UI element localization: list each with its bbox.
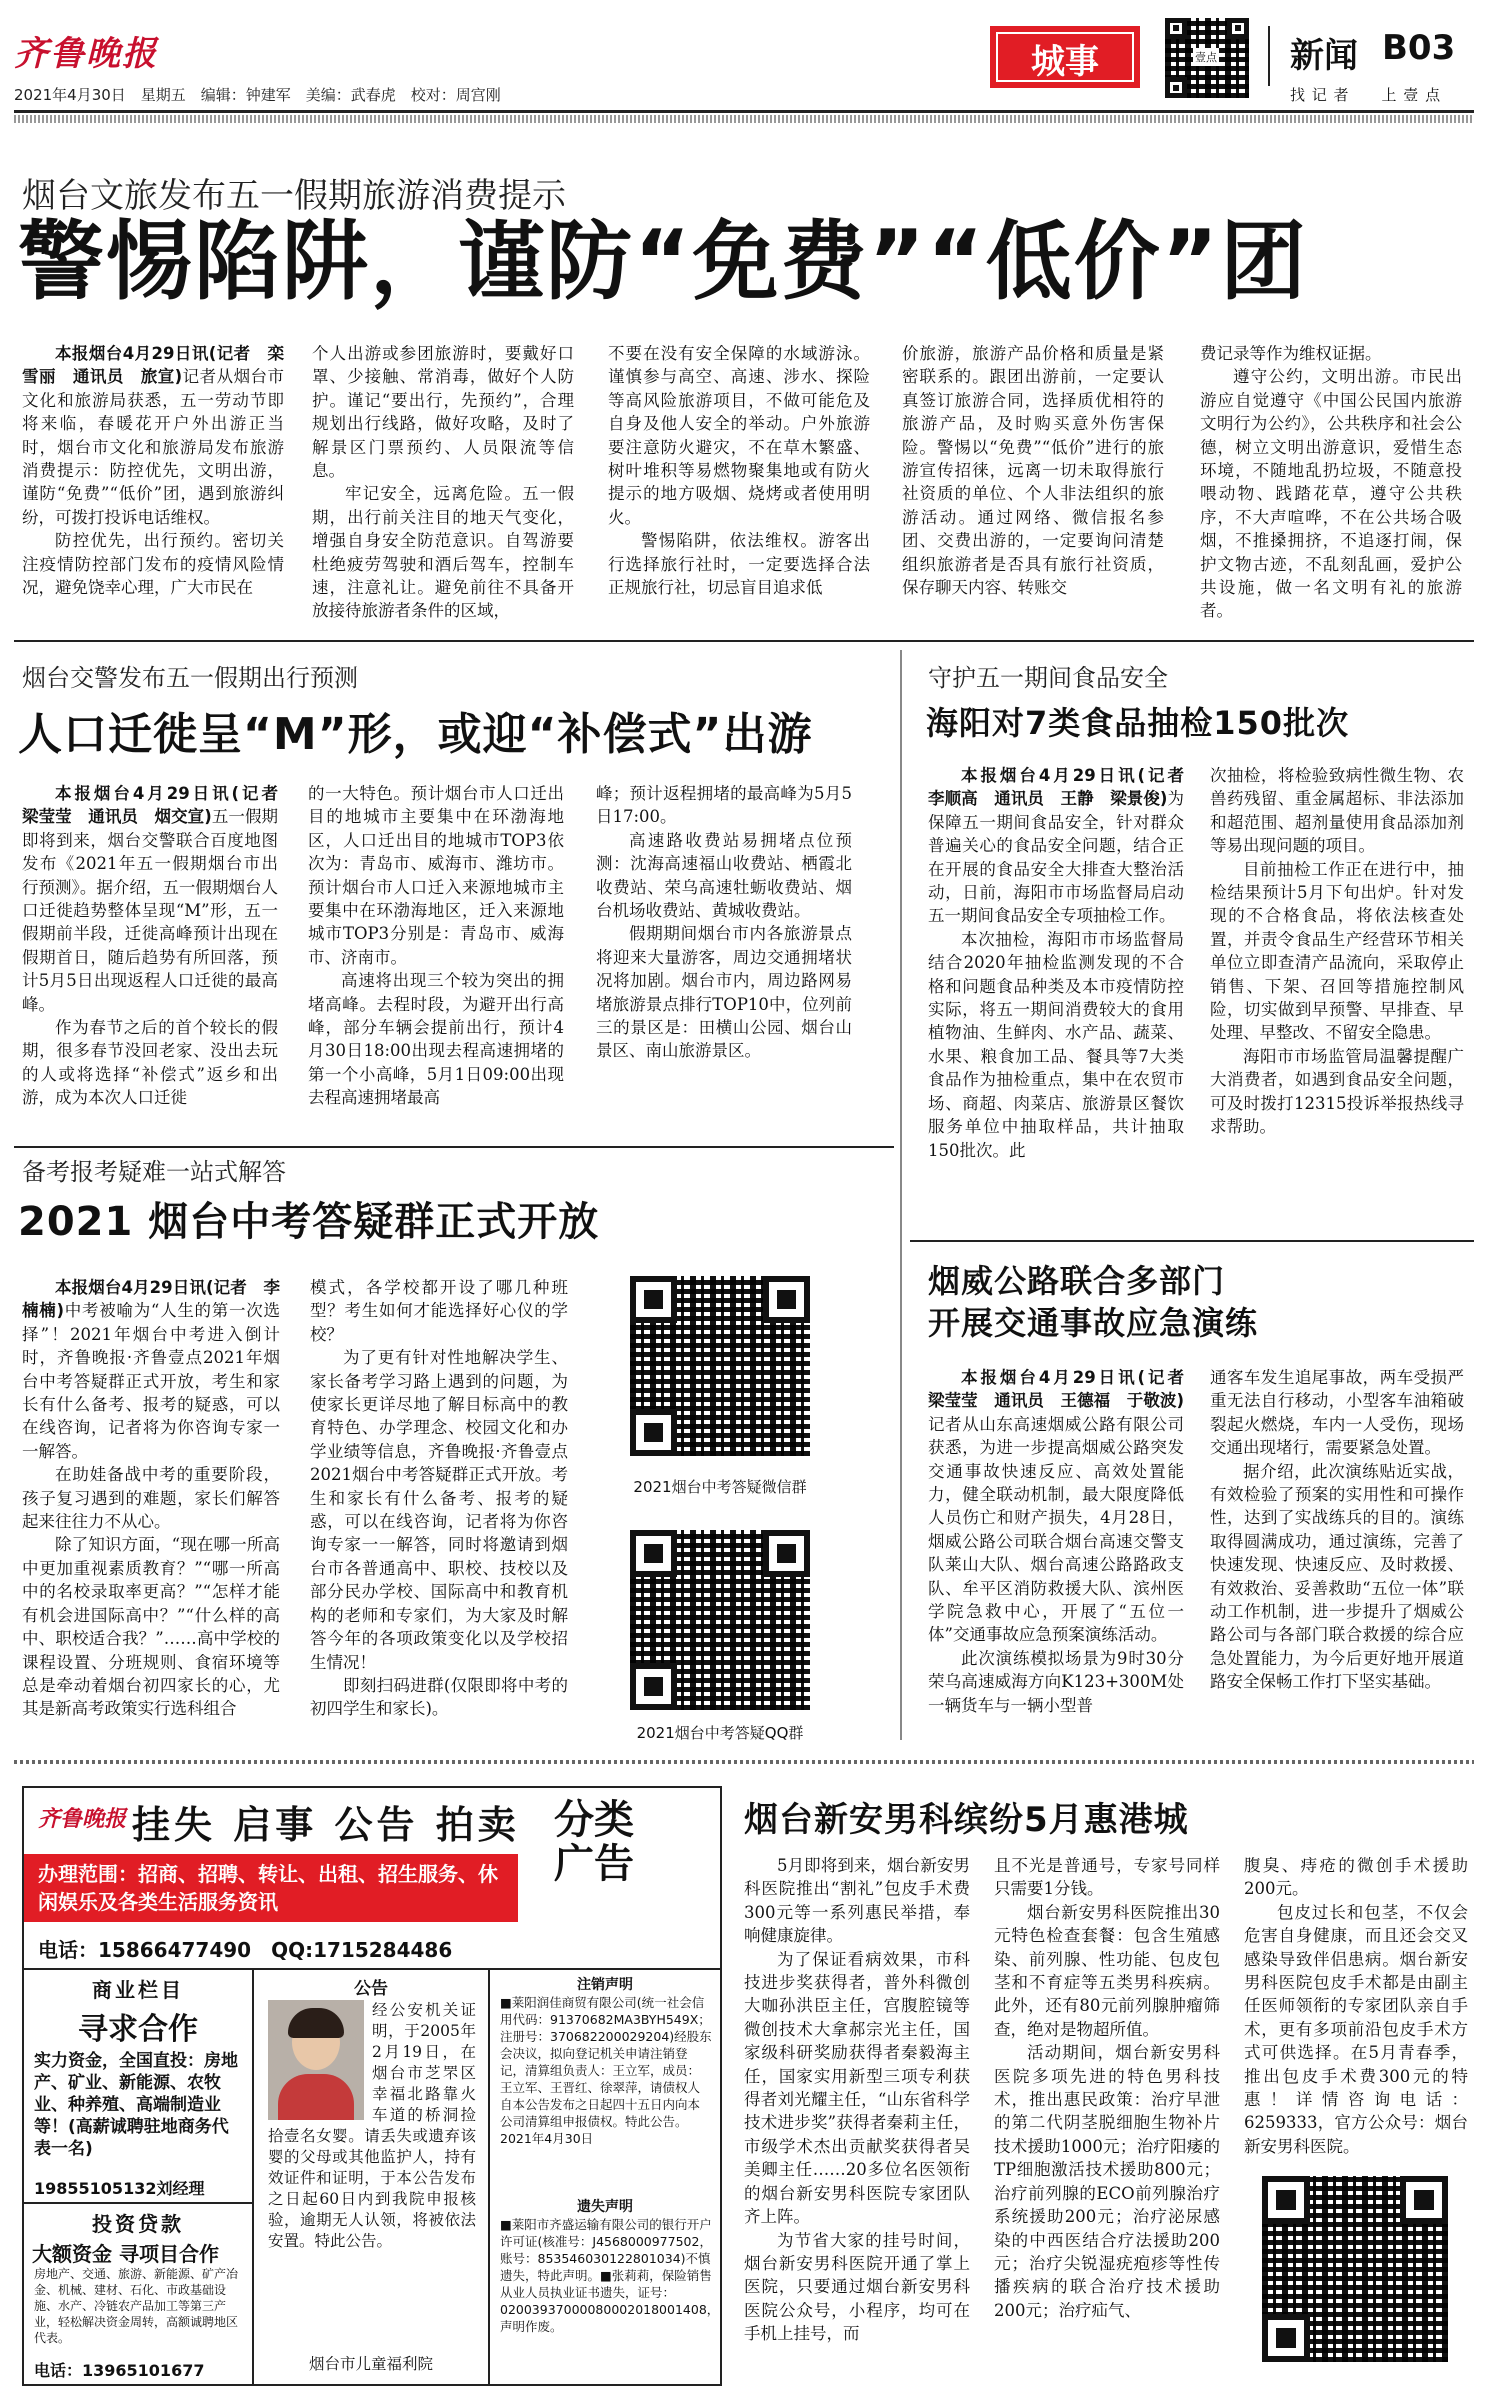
story6-col3: 腹臭、痔疮的微创手术援助200元。 包皮过长和包茎，不仅会危害自身健康，而且还会交叉感染导致伴侣患病。烟台新安男科医院包皮手术都是由副主任医师领衔的专家团队亲自手术，更有多项前沿包皮手术方式可供选择。在5月青春季，推出包皮手术费300元的特惠！详情咨询电话：6259333，官方公众号：烟台新安男科医院。 [1244,1856,1468,2156]
ad-title: 挂失 启事 公告 拍卖 [132,1803,520,1847]
story2-col2: 的一大特色。预计烟台市人口迁出目的地城市主要集中在环渤海地区，人口迁出目的地城市TOP3依次为：青岛市、威海市、潍坊市。预计烟台市人口迁入来源地城市主要集中在环渤海地区，迁入来源地城市TOP3分别是：青岛市、威海市、济南市。 高速将出现三个较为突出的拥堵高峰。去程时段，为避开出行高峰，部分车辆会提前出行，预计4月30日18:00出现去程高速拥堵的第一个小高峰，5月1日09:00出现去程高速拥堵最高 [308,784,564,1108]
masthead-logo: 齐鲁晚报 [14,34,158,74]
qq-group-qr-code[interactable] [630,1530,810,1710]
story4-headline: 2021 烟台中考答疑群正式开放 [18,1199,600,1245]
notice-title: 公告 [354,1979,388,1999]
ad-col1-heading2: 投资贷款 [92,2212,184,2236]
cancel-title: 注销声明 [577,1977,633,1993]
story3-headline: 海阳对7类食品抽检150批次 [926,704,1350,742]
ad-col1-phone2: 电话：13965101677 [34,2361,205,2380]
ad-col1-text: 实力资金，全国直投：房地产、矿业、新能源、农牧业、种养殖、高端制造业等！(高薪诚聘驻地商务代表一名) [34,2051,238,2159]
story1-col4: 价旅游，旅游产品价格和质量是紧密联系的。跟团出游前，一定要认真签订旅游合同，选择质优相符的旅游产品，及时购买意外伤害保险。警惕以“免费”“低价”进行的旅游宣传招徕，远离一切未取得旅行社资质的单位、个人非法组织的旅游活动。通过网络、微信报名参团、交费出游的，一定要询问清楚组织旅游者是否具有旅行社资质，保存聊天内容、转账交 [902,344,1164,598]
story6-col2: 且不光是普通号，专家号同样只需要1分钱。 烟台新安男科医院推出30元特色检查套餐：包含生殖感染、前列腺、性功能、包皮包茎和不育症等五类男科疾病。此外，还有80元前列腺肿瘤筛查，绝对是物超所值。 活动期间，烟台新安男科医院多项先进的特色男科技术，推出惠民政策：治疗早泄的第二代阴茎脱细胞生物补片技术援助1000元；治疗阳痿的TP细胞激活技术援助800元；治疗前列腺的ECO前列腺治疗系统援助200元；治疗泌尿感染的中西医结合疗法援助200元；治疗尖锐湿疣疱疹等性传播疾病的联合治疗技术援助200元；治疗疝气、 [994,1856,1220,2320]
story4-col2: 模式，各学校都开设了哪几种班型？考生如何才能选择好心仪的学校？ 为了更有针对性地解决学生、家长备考学习路上遇到的问题，为使家长更详尽地了解目标高中的教育特色、办学理念、校园文化和办学业绩等信息，齐鲁晚报·齐鲁壹点2021烟台中考答疑群正式开放。考生和家长有什么备考、报考的疑惑，可以在线咨询，记者将为你咨询专家一一解答，同时将邀请到烟台市各普通高中、职校、技校以及部分民办学校、国际高中和教育机构的老师和专家们，为大家及时解答今年的各项政策变化以及学校招生情况！ 即刻扫码进群(仅限即将中考的初四学生和家长)。 [310,1278,568,1719]
ad-col1-big: 寻求合作 [78,2012,198,2047]
story5-col2: 通客车发生追尾事故，两车受损严重无法自行移动，小型客车油箱破裂起火燃烧，车内一人受伤，现场交通出现堵行，需要紧急处置。 据介绍，此次演练贴近实战，有效检验了预案的实用性和可操作性，达到了实战练兵的目的。演练取得圆满成功，通过演练，完善了快速发现、快速反应、及时救援、有效救治、妥善救助“五位一体”联动工作机制，进一步提升了烟威公路公司与各部门联合救援的综合应急处置能力，为今后更好地开展道路安全保畅工作打下坚实基础。 [1210,1368,1464,1692]
section-name: 新闻 [1290,36,1358,76]
section-tag-label: 城事 [1031,42,1099,82]
ad-contact: 电话：15866477490 QQ:1715284486 [38,1938,453,1962]
story6-headline: 烟台新安男科缤纷5月惠港城 [744,1800,1189,1840]
cancel-text: ■莱阳润佳商贸有限公司(统一社会信用代码：91370682MA3BYH549X；注册号：370682200029204)经股东会决议，拟向登记机关申请注销登记，清算组负责人：王立军，成员：王立军、王晋红、徐翠萍，请债权人自本公告发布之日起四十五日内向本公司清算组申报债权。特此公告。2021年4月30日 [500,1995,712,2146]
story1-kicker: 烟台文旅发布五一假期旅游消费提示 [22,176,566,216]
story3-col1: 本报烟台4月29日讯(记者 李顺高 通讯员 王静 梁景俊)为保障五一期间食品安全，针对群众普遍关心的食品安全问题，结合正在开展的食品安全大排查大整治活动，日前，海阳市市场监督局启动五一期间食品安全专项抽检工作。 本次抽检，海阳市市场监督局结合2020年抽检监测发现的不合格和问题食品种类及本市疫情防控实际，将五一期间消费较大的食用植物油、生鲜肉、水产品、蔬菜、水果、粮食加工品、餐具等7大类食品作为抽检重点，集中在农贸市场、商超、肉菜店、旅游景区餐饮服务单位中抽取样品，共计抽取150批次。此 [928,766,1201,1160]
story3-col2: 次抽检，将检验致病性微生物、农兽药残留、重金属超标、非法添加和超范围、超剂量使用食品添加剂等易出现问题的项目。 目前抽检工作正在进行中，抽检结果预计5月下旬出炉。针对发现的不合格食品，将依法核查处置，并责令食品生产经营环节相关单位立即查清产品流向，采取停止销售、下架、召回等措施控制风险，切实做到早预警、早排查、早处理、早整改、不留安全隐患。 海阳市市场监管局温馨提醒广大消费者，如遇到食品安全问题，可及时拨打12315投诉举报热线寻求帮助。 [1210,766,1464,1137]
section-tag [990,26,1140,98]
ad-col1-text2: 房地产、交通、旅游、新能源、矿产冶金、机械、建材、石化、市政基础设施、水产、冷链农产品加工等第三产业，轻松解决资金周转，高额诚聘地区代表。 [34,2267,239,2345]
lost-title: 遗失声明 [577,2199,633,2215]
story1-col1: 本报烟台4月29日讯(记者 栾雪丽 通讯员 旅宣)记者从烟台市文化和旅游局获悉，五一劳动节即将来临，春暖花开户外出游正当时，烟台市文化和旅游局发布旅游消费提示：防控优先，文明出游，谨防“免费”“低价”团，遇到旅游纠纷，可拨打投诉电话维权。 防控优先，出行预约。密切关注疫情防控部门发布的疫情风险情况，避免饶幸心理，广大市民在 [22,344,285,598]
page-number: B03 [1382,28,1456,68]
story6-col1: 5月即将到来，烟台新安男科医院推出“割礼”包皮手术费300元等一系列惠民举措，奉响健康旋律。 为了保证看病效果，市科技进步奖获得者，普外科微创大咖孙洪臣主任，宫腹腔镜等微创技术大拿郝宗光主任，国家级科研奖励获得者秦毅海主任，国家实用新型三项专利获得者刘光耀主任，“山东省科学技术进步奖”获得者秦莉主任，市级学术杰出贡献奖获得者吴美卿主任……20多位名医领衔的烟台新安男科医院专家团队齐上阵。 为节省大家的挂号时间，烟台新安男科医院开通了掌上医院，只要通过烟台新安男科医院公众号，小程序，均可在手机上挂号，而 [744,1856,970,2344]
story1-col2: 个人出游或参团旅游时，要戴好口罩、少接触、常消毒，做好个人防护。谨记“要出行，先预约”，合理规划出行线路，做好攻略，及时了解景区门票预约、人员限流等信息。 牢记安全，远离危险。五一假期，出行前关注目的地天气变化，增强自身安全防范意识。自驾游要杜绝疲劳驾驶和酒后驾车，控制车速，注意礼让。避免前往不具备开放接待旅游者条件的区域， [312,344,574,621]
ad-scope: 办理范围：招商、招聘、转让、出租、招生服务、休闲娱乐及各类生活服务资讯 [24,1854,518,1922]
lost-text: ■莱阳市齐盛运输有限公司的银行开户许可证(核准号：J4568000977502，账号：853546030122801034)不慎遗失，特此声明。■张莉莉，保险销售从业人员执业证书遗失，证号：02003937000080002018001408，声明作废。 [500,2217,720,2334]
ad-col1-phone: 19855105132刘经理 [34,2179,205,2198]
header-qr-code [1165,18,1249,98]
wechat-group-qr-code[interactable] [630,1276,810,1456]
story2-col3: 峰；预计返程拥堵的最高峰为5月5日17:00。 高速路收费站易拥堵点位预测：沈海高速福山收费站、栖霞北收费站、荣乌高速牡蛎收费站、烟台机场收费站、黄城收费站。 假期期间烟台市内各旅游景点将迎来大量游客，周边交通拥堵状况将加剧。烟台市内，周边路网易堵旅游景点排行TOP10中，位列前三的景区是：田横山公园、烟台山景区、南山旅游景区。 [596,784,852,1061]
qq-group-caption: 2021烟台中考答疑QQ群 [636,1724,804,1742]
ad-logo: 齐鲁晚报 [38,1806,127,1832]
story2-col1: 本报烟台4月29日讯(记者 梁莹莹 通讯员 烟交宣)五一假期即将到来，烟台交警联合百度地图发布《2021年五一假期烟台市出行预测》。据介绍，五一假期烟台人口迁徙趋势整体呈现“M”形，五一假期前半段，迁徙高峰预计出现在假期首日，随后趋势有所回落，预计5月5日出现返程人口迁徙的最高峰。 作为春节之后的首个较长的假期，很多春节没回老家、没出去玩的人或将选择“补偿式”返乡和出游，成为本次人口迁徙 [22,784,295,1108]
story5-headline-line2: 开展交通事故应急演练 [928,1304,1259,1342]
story3-kicker: 守护五一期间食品安全 [928,664,1168,692]
classified-ad-block [22,1786,722,2386]
header-slogan: 找 记 者 上 壹 点 [1290,86,1442,104]
date-line: 2021年4月30日 星期五 编辑：钟建军 美编：武春虎 校对：周宫刚 [14,86,501,104]
wechat-group-caption: 2021烟台中考答疑微信群 [633,1478,807,1496]
story5-headline-line1: 烟威公路联合多部门 [928,1262,1226,1300]
ad-col1-big2: 大额资金 寻项目合作 [32,2242,219,2266]
notice-sign: 烟台市儿童福利院 [308,2355,433,2373]
story4-col1: 本报烟台4月29日讯(记者 李楠楠)中考被喻为“人生的第一次选择”！2021年烟台中考进入倒计时，齐鲁晚报·齐鲁壹点2021年烟台中考答疑群正式开放，考生和家长有什么备考、报考的疑惑，可以在线咨询，记者将为你咨询专家一一解答。 在助娃备战中考的重要阶段，孩子复习遇到的难题，家长们解答起来往往力不从心。 除了知识方面，“现在哪一所高中更加重视素质教育？”“哪一所高中的名校录取率更高？”“怎样才能有机会进国际高中？”“什么样的高中、职校适合我？”……高中学校的课程设置、分班规则、食宿环境等总是牵动着烟台初四家长的心，尤其是新高考政策实行选科组合 [22,1278,280,1719]
hospital-qr-code[interactable] [1262,2176,1448,2362]
story1-col3: 不要在没有安全保障的水域游泳。谨慎参与高空、高速、涉水、探险等高风险旅游项目，不做可能危及自身及他人安全的举动。户外旅游要注意防火避灾，不在草木繁盛、树叶堆积等易燃物聚集地或有防火提示的地方吸烟、烧烤或者使用明火。 警惕陷阱，依法维权。游客出行选择旅行社时，一定要选择合法正规旅行社，切忌盲目追求低 [608,344,870,598]
story1-headline: 警惕陷阱，谨防“免费”“低价”团 [18,212,1309,312]
story2-headline: 人口迁徙呈“M”形，或迎“补偿式”出游 [18,709,813,760]
ad-col1-heading: 商业栏目 [92,1978,184,2002]
story5-col1: 本报烟台4月29日讯(记者 梁莹莹 通讯员 王德福 于敬波)记者从山东高速烟威公路有限公司获悉，为进一步提高烟威公路突发交通事故快速反应、高效处置能力，健全联动机制，最大限度降低人员伤亡和财产损失，4月28日，烟威公路公司联合烟台高速交警支队莱山大队、烟台高速公路路政支队、牟平区消防救援大队、滨州医学院急救中心，开展了“五位一体”交通事故应急预案演练活动。 此次演练模拟场景为9时30分荣乌高速威海方向K123+300M处一辆货车与一辆小型普 [928,1368,1201,1715]
story4-kicker: 备考报考疑难一站式解答 [22,1158,286,1186]
header-qr-label: 壹点 [1193,48,1219,66]
story1-col5: 费记录等作为维权证据。 遵守公约，文明出游。市民出游应自觉遵守《中国公民国内旅游文明行为公约》，公共秩序和社会公德，树立文明出游意识，爱惜生态环境，不随地乱扔垃圾，不随意投喂动物、践踏花草，遵守公共秩序，不大声喧哗，不在公共场合吸烟，不推搡拥挤，不追逐打闹，保护文物古迹，不乱刻乱画，爱护公共设施，做一名文明有礼的旅游者。 [1200,344,1462,621]
story2-kicker: 烟台交警发布五一假期出行预测 [22,664,358,692]
ad-brand: 分类广告 [554,1797,634,1887]
notice-text: 经公安机关证明，于2005年2月19日，在烟台市芝罘区幸福北路靠火车道的桥洞捡拾壹名女婴。请丢失或遗弃该婴的父母或其他监护人，持有效证件和证明，于本公告发布之日起60日内到我院申报核验，逾期无人认领，将被依法安置。特此公告。 [268,2001,476,2250]
